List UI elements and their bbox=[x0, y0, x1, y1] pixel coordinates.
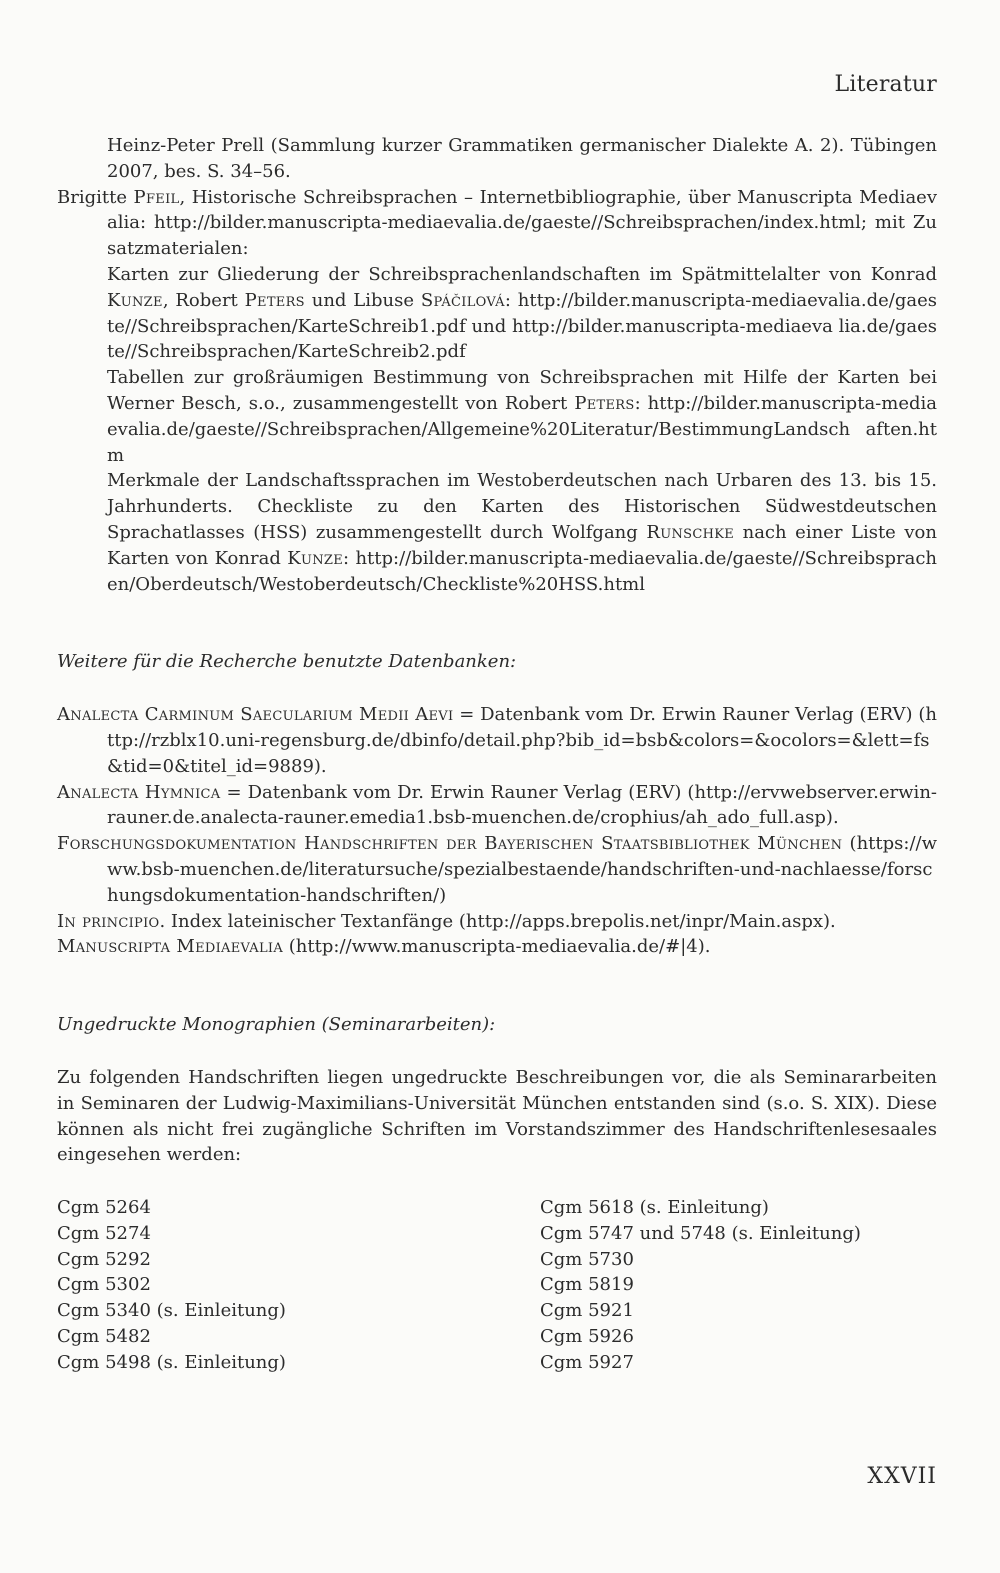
manuscript-item: Cgm 5819 bbox=[540, 1274, 634, 1296]
author-name: Kunze bbox=[287, 547, 344, 569]
database-text: = Datenbank vom Dr. Erwin Rauner Verlag (ERV) (http://rzblx10.uni-regensburg.de/dbinfo/detail.php?bib_id=bsb&colors=&ocolors=&lett=fs&tid=0&titel_id=9889). bbox=[107, 704, 937, 777]
database-entry bbox=[57, 780, 937, 832]
manuscript-item: Cgm 5302 bbox=[57, 1274, 151, 1296]
sub-item-text: : http://bilder.manuscripta-mediaevalia.de/gaeste//Schreibsprachen/KarteSchreib1.pdf und http://bilder.manuscripta-mediaeva lia.de/gaeste//Schreibsprachen/KarteSchreib2.pdf bbox=[107, 289, 937, 363]
manuscript-item: Cgm 5927 bbox=[540, 1351, 634, 1373]
database-entry bbox=[57, 934, 937, 960]
database-name: Manuscripta Mediaevalia bbox=[57, 936, 284, 958]
manuscript-item: Cgm 5618 (s. Einleitung) bbox=[540, 1197, 769, 1219]
author-name: Runschke bbox=[646, 521, 735, 543]
database-name: In principio bbox=[57, 910, 160, 932]
author-name: Peters bbox=[574, 392, 635, 414]
lit-entry-text: , Historische Schreibsprachen – Internetbibliographie, über Manuscripta Mediaevalia: http://bilder.manuscripta-mediaevalia.de/gaeste//Schreibsprachen/index.html; mit Zusatzmaterialen: bbox=[107, 186, 937, 260]
databases-heading: Weitere für die Recherche benutzte Datenbanken: bbox=[57, 651, 517, 673]
manuscript-item: Cgm 5264 bbox=[57, 1197, 151, 1219]
author-name: Pfeil bbox=[133, 186, 180, 208]
monographs-heading: Ungedruckte Monographien (Seminararbeiten): bbox=[57, 1014, 496, 1036]
manuscript-list bbox=[57, 1195, 937, 1376]
manuscript-item: Cgm 5274 bbox=[57, 1222, 151, 1244]
manuscript-item: Cgm 5730 bbox=[540, 1248, 634, 1270]
sub-item bbox=[57, 262, 937, 365]
sub-item-text: Merkmale der Landschaftssprachen im Westoberdeutschen nach Urbaren des 13. bis 15. Jahrhunderts. Checkliste zu den Karten des Historischen Südwestdeutschen Sprachatlasses (HSS) zusammengestellt durch Wolfgang bbox=[107, 470, 937, 543]
lit-entry bbox=[57, 133, 937, 185]
database-text: (https://www.bsb-muenchen.de/literatursuche/spezialbestaende/handschriften-und-nachlaesse/forschungsdokumentation-handschriften/) bbox=[107, 833, 937, 906]
manuscript-item: Cgm 5747 und 5748 (s. Einleitung) bbox=[540, 1222, 861, 1244]
sub-item-text: Karten zur Gliederung der Schreibsprachenlandschaften im Spätmittelalter von Konrad bbox=[107, 263, 937, 285]
database-entry bbox=[57, 831, 937, 908]
database-name: Forschungsdokumentation Handschriften der Bayerischen Staatsbibliothek München bbox=[57, 833, 843, 855]
running-header: Literatur bbox=[834, 72, 937, 97]
page-body bbox=[57, 133, 937, 1376]
lit-entry-text: Heinz-Peter Prell (Sammlung kurzer Grammatiken germanischer Dialekte A. 2). Tübingen 2007, bes. S. 34–56. bbox=[107, 135, 937, 182]
database-text: . Index lateinischer Textanfänge (http://apps.brepolis.net/inpr/Main.aspx). bbox=[159, 910, 836, 932]
author-name: Peters bbox=[244, 289, 305, 311]
database-entry bbox=[57, 702, 937, 779]
manuscript-item: Cgm 5292 bbox=[57, 1248, 151, 1270]
sub-item-text: , Robert bbox=[162, 289, 245, 311]
database-entry bbox=[57, 909, 937, 935]
manuscript-item: Cgm 5482 bbox=[57, 1326, 151, 1348]
database-text: (http://www.manuscripta-mediaevalia.de/#|4). bbox=[283, 936, 711, 958]
database-name: Analecta Hymnica bbox=[57, 781, 221, 803]
manuscript-item: Cgm 5926 bbox=[540, 1326, 634, 1348]
sub-item-text: : http://bilder.manuscripta-mediaevalia.de/gaeste//Schreibsprachen/Allgemeine%20Literatur/BestimmungLandsch aften.htm bbox=[107, 392, 937, 466]
author-name: Kunze bbox=[107, 289, 163, 311]
sub-item-text: Tabellen zur großräumigen Bestimmung von Schreibsprachen mit Hilfe der Karten bei Werner Besch, s.o., zusammengestellt von Robert bbox=[107, 367, 937, 414]
sub-item bbox=[57, 365, 937, 468]
page-number: XXVII bbox=[867, 1464, 937, 1489]
monographs-intro: Zu folgenden Handschriften liegen ungedruckte Beschreibungen vor, die als Seminararbeiten in Seminaren der Ludwig-Maximilians-Universität München entstanden sind (s.o. S. XIX). Diese können als nicht frei zugängliche Schriften im Vorstandszimmer des Handschriftenlesesaales eingesehen werden: bbox=[57, 1066, 937, 1166]
author-name: Spáčilová bbox=[420, 289, 505, 311]
manuscript-item: Cgm 5498 (s. Einleitung) bbox=[57, 1351, 286, 1373]
sub-item-text: und Libuse bbox=[304, 289, 421, 311]
sub-item-text: nach einer Liste von Karten von Konrad bbox=[107, 521, 937, 569]
sub-item bbox=[57, 468, 937, 597]
database-text: = Datenbank vom Dr. Erwin Rauner Verlag (ERV) (http://ervwebserver.erwin-rauner.de.analecta-rauner.emedia1.bsb-muenchen.de/crophius/ah_ado_full.asp). bbox=[107, 781, 937, 829]
database-name: Analecta Carminum Saecularium Medii Aevi bbox=[57, 704, 454, 726]
manuscript-item: Cgm 5921 bbox=[540, 1300, 634, 1322]
sub-item-text: : http://bilder.manuscripta-mediaevalia.de/gaeste//Schreibsprachen/Oberdeutsch/Westoberdeutsch/Checkliste%20HSS.html bbox=[107, 547, 937, 595]
lit-entry bbox=[57, 185, 937, 262]
manuscript-item: Cgm 5340 (s. Einleitung) bbox=[57, 1300, 286, 1322]
lit-entry-prefix: Brigitte bbox=[57, 186, 134, 208]
